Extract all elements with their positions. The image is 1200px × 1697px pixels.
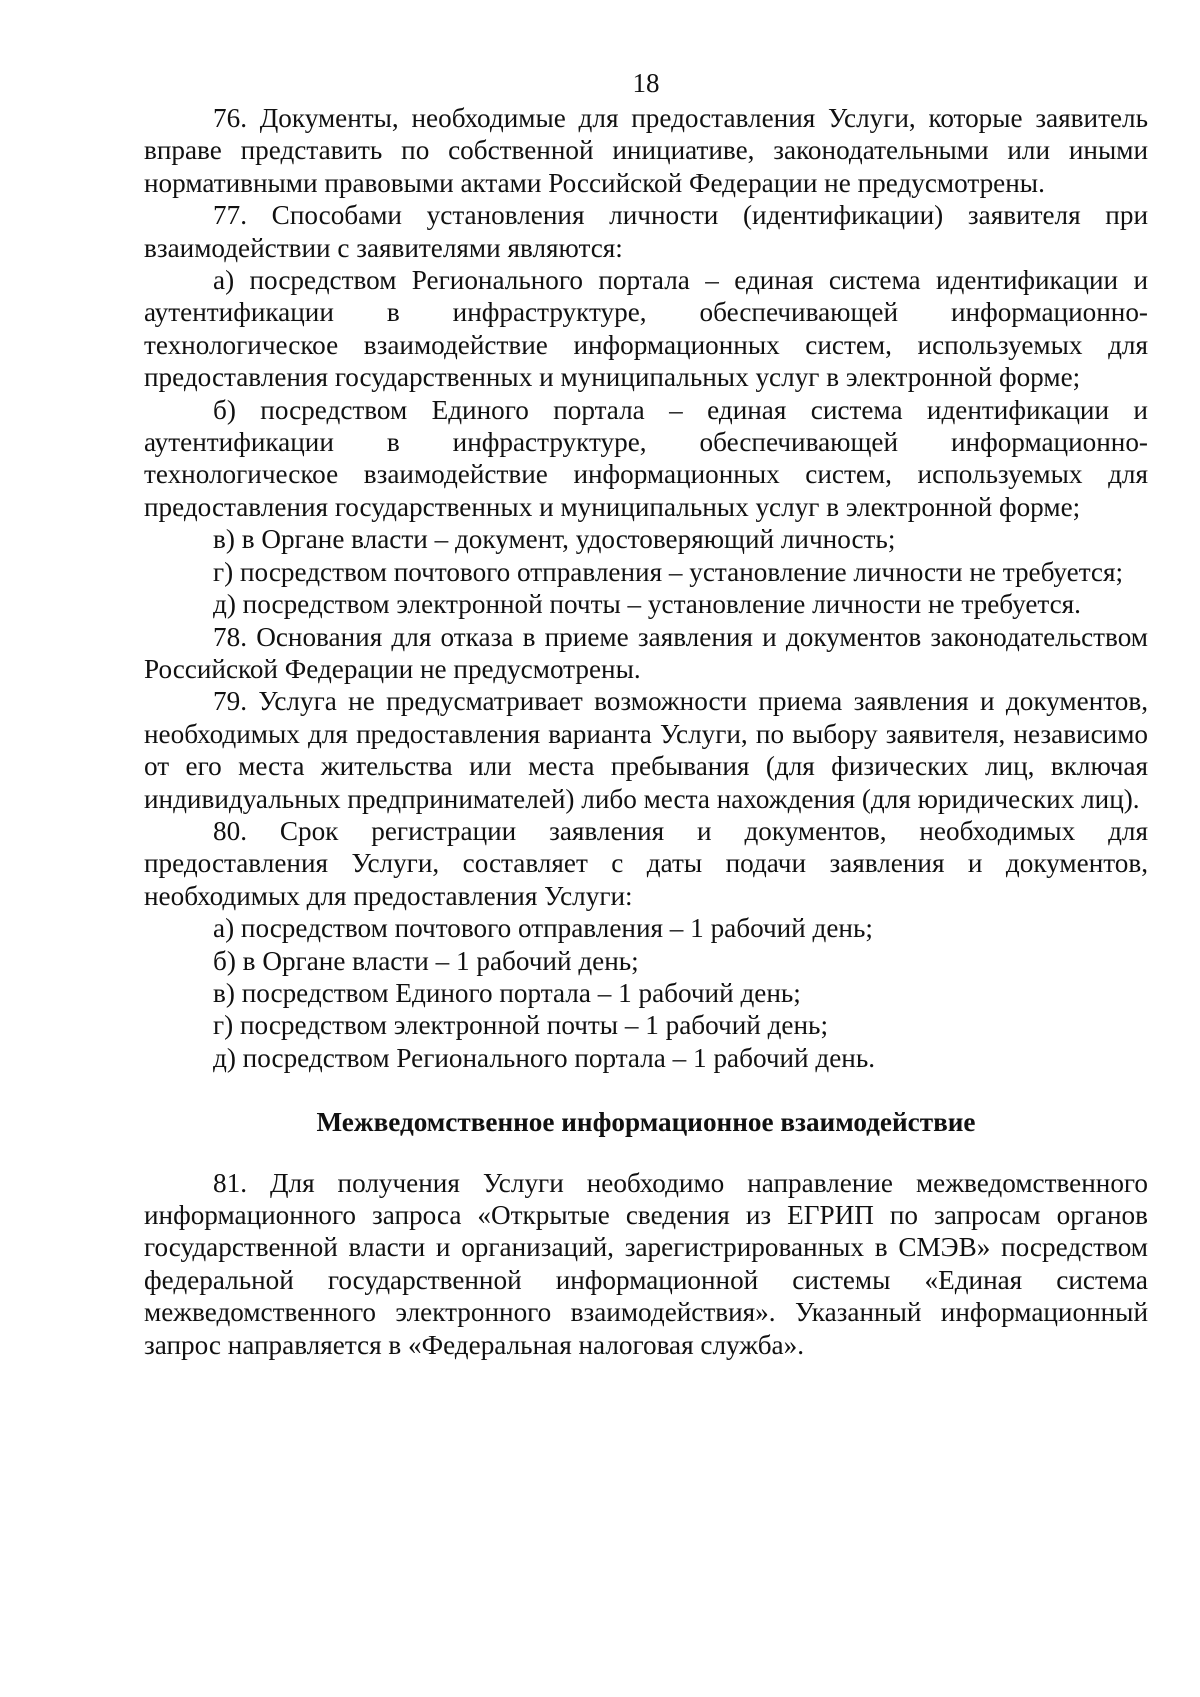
paragraph-80-a: а) посредством почтового отправления – 1 рабочий день; [213, 913, 873, 944]
paragraph-77-a: а) посредством Регионального портала – единая система идентификации и аутентификации в инфраструктуре, обеспечивающей информационно-технологическое взаимодействие информационных систем, используемых для предоставления государственных и муниципальных услуг в электронной форме; [144, 265, 1148, 393]
document-body [144, 102, 1148, 1361]
paragraph-78: 78. Основания для отказа в приеме заявления и документов законодательством Российской Федерации не предусмотрены. [144, 621, 1148, 684]
paragraph-81: 81. Для получения Услуги необходимо направление межведомственного информационного запроса «Открытые сведения из ЕГРИП по запросам органов государственной власти и организаций, зарегистрированных в СМЭВ» посредством федеральной государственной информационной системы «Единая система межведомственного электронного взаимодействия». Указанный информационный запрос направляется в «Федеральная налоговая служба». [144, 1167, 1148, 1360]
section-heading: Межведомственное информационное взаимодействие [316, 1107, 976, 1138]
document-page [144, 66, 1148, 1361]
paragraph-80: 80. Срок регистрации заявления и документов, необходимых для предоставления Услуги, составляет с даты подачи заявления и документов, необходимых для предоставления Услуги: [144, 815, 1148, 911]
paragraph-77-d: д) посредством электронной почты – установление личности не требуется. [213, 589, 1081, 620]
paragraph-76: 76. Документы, необходимые для предоставления Услуги, которые заявитель вправе представить по собственной инициативе, законодательными или иными нормативными правовыми актами Российской Федерации не предусмотрены. [144, 103, 1148, 198]
page-number: 18 [632, 68, 660, 98]
paragraph-80-d: д) посредством Регионального портала – 1 рабочий день. [213, 1042, 876, 1073]
paragraph-80-g: г) посредством электронной почты – 1 рабочий день; [213, 1010, 828, 1041]
paragraph-79: 79. Услуга не предусматривает возможности приема заявления и документов, необходимых для предоставления варианта Услуги, по выбору заявителя, независимо от его места жительства или места пребывания (для физических лиц, включая индивидуальных предпринимателей) либо места нахождения (для юридических лиц). [144, 686, 1148, 814]
paragraph-77-b: б) посредством Единого портала – единая система идентификации и аутентификации в инфраструктуре, обеспечивающей информационно-технологическое взаимодействие информационных систем, используемых для предоставления государственных и муниципальных услуг в электронной форме; [144, 394, 1148, 522]
paragraph-77-g: г) посредством почтового отправления – установление личности не требуется; [213, 556, 1124, 587]
paragraph-77: 77. Способами установления личности (идентификации) заявителя при взаимодействии с заявителями являются: [144, 200, 1148, 263]
paragraph-77-v: в) в Органе власти – документ, удостоверяющий личность; [213, 524, 896, 555]
paragraph-80-b: б) в Органе власти – 1 рабочий день; [213, 945, 639, 976]
paragraph-80-v: в) посредством Единого портала – 1 рабочий день; [213, 977, 801, 1008]
